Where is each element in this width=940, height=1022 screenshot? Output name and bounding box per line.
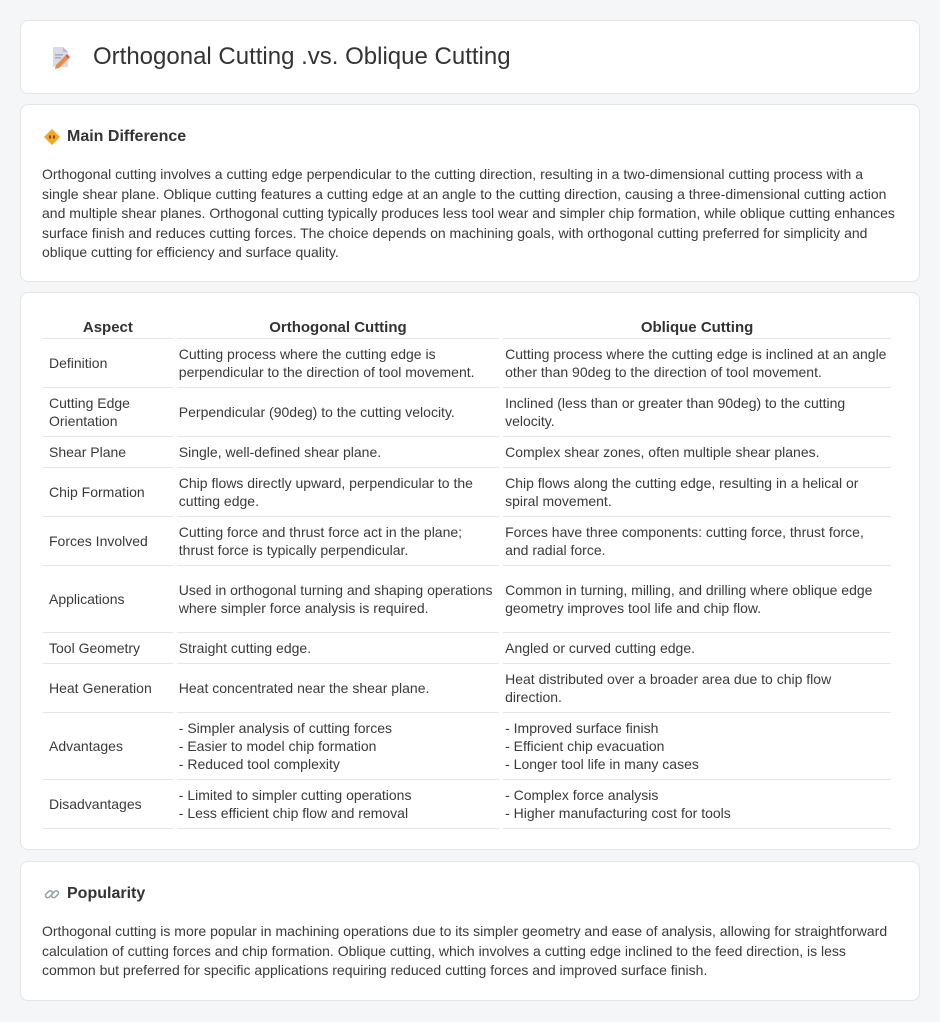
- table-row: [43, 664, 891, 713]
- table-row: [43, 633, 891, 664]
- oblique-cell: Chip flows along the cutting edge, resulting in a helical or spiral movement.: [503, 468, 891, 517]
- main-difference-header: [43, 128, 186, 146]
- oblique-cell: Inclined (less than or greater than 90deg) to the cutting velocity.: [503, 388, 891, 437]
- orthogonal-cell: Cutting force and thrust force act in the plane; thrust force is typically perpendicular.: [177, 517, 499, 566]
- header-orthogonal: Orthogonal Cutting: [177, 315, 499, 339]
- main-difference-title: Main Difference: [67, 128, 187, 145]
- orthogonal-cell: Perpendicular (90deg) to the cutting velocity.: [177, 388, 499, 437]
- aspect-cell: Forces Involved: [43, 517, 173, 566]
- table-row: [43, 388, 891, 437]
- orthogonal-cell: Used in orthogonal turning and shaping operations where simpler force analysis is required.: [177, 566, 499, 633]
- oblique-cell: Angled or curved cutting edge.: [503, 633, 891, 664]
- table-header-row: [43, 315, 891, 339]
- page-title: Orthogonal Cutting .vs. Oblique Cutting: [93, 43, 511, 70]
- diamond-icon: [43, 128, 61, 146]
- comparison-table: [39, 315, 895, 829]
- orthogonal-cell: Heat concentrated near the shear plane.: [177, 664, 499, 713]
- table-row: [43, 517, 891, 566]
- orthogonal-cell: Chip flows directly upward, perpendicular to the cutting edge.: [177, 468, 499, 517]
- table-row: [43, 566, 891, 633]
- popularity-header: [43, 885, 145, 903]
- header-oblique: Oblique Cutting: [503, 315, 891, 339]
- link-icon: [43, 885, 61, 903]
- orthogonal-cell: Cutting process where the cutting edge is perpendicular to the direction of tool movement.: [177, 339, 499, 388]
- orthogonal-cell: Single, well-defined shear plane.: [177, 437, 499, 468]
- oblique-cell: Heat distributed over a broader area due to chip flow direction.: [503, 664, 891, 713]
- oblique-cell: Forces have three components: cutting force, thrust force, and radial force.: [503, 517, 891, 566]
- header-card: [20, 20, 920, 94]
- oblique-cell: - Complex force analysis - Higher manufacturing cost for tools: [503, 780, 891, 829]
- aspect-cell: Advantages: [43, 713, 173, 780]
- table-row: [43, 339, 891, 388]
- edit-document-icon: [47, 44, 73, 70]
- aspect-cell: Applications: [43, 566, 173, 633]
- oblique-cell: Common in turning, milling, and drilling where oblique edge geometry improves tool life and chip flow.: [503, 566, 891, 633]
- header-aspect: Aspect: [43, 315, 173, 339]
- aspect-cell: Cutting Edge Orientation: [43, 388, 173, 437]
- popularity-card: [20, 861, 920, 1001]
- orthogonal-cell: Straight cutting edge.: [177, 633, 499, 664]
- aspect-cell: Disadvantages: [43, 780, 173, 829]
- aspect-cell: Definition: [43, 339, 173, 388]
- aspect-cell: Shear Plane: [43, 437, 173, 468]
- oblique-cell: - Improved surface finish - Efficient chip evacuation - Longer tool life in many cases: [503, 713, 891, 780]
- aspect-cell: Tool Geometry: [43, 633, 173, 664]
- orthogonal-cell: - Limited to simpler cutting operations - Less efficient chip flow and removal: [177, 780, 499, 829]
- table-row: [43, 437, 891, 468]
- oblique-cell: Cutting process where the cutting edge is inclined at an angle other than 90deg to the direction of tool movement.: [503, 339, 891, 388]
- aspect-cell: Heat Generation: [43, 664, 173, 713]
- popularity-text: Orthogonal cutting is more popular in machining operations due to its simpler geometry and ease of analysis, allowing for straightforward calculation of cutting forces and chip formation. Oblique cutting, which involves a cutting edge inclined to the feed direction, is less common but preferred for specific applications requiring reduced cutting forces and improved surface finish.: [42, 923, 888, 979]
- title-row: [47, 43, 511, 71]
- orthogonal-cell: - Simpler analysis of cutting forces - Easier to model chip formation - Reduced tool complexity: [177, 713, 499, 780]
- aspect-cell: Chip Formation: [43, 468, 173, 517]
- comparison-card: [20, 292, 920, 850]
- main-difference-card: [20, 104, 920, 282]
- table-row: [43, 468, 891, 517]
- popularity-title: Popularity: [67, 885, 146, 902]
- table-row: [43, 713, 891, 780]
- oblique-cell: Complex shear zones, often multiple shear planes.: [503, 437, 891, 468]
- table-row: [43, 780, 891, 829]
- main-difference-text: Orthogonal cutting involves a cutting edge perpendicular to the cutting direction, resulting in a two-dimensional cutting process with a single shear plane. Oblique cutting features a cutting edge at an angle to the cutting direction, causing a three-dimensional cutting action and multiple shear planes. Orthogonal cutting typically produces less tool wear and simpler chip formation, while oblique cutting enhances surface finish and reduces cutting forces. The choice depends on machining goals, with orthogonal cutting preferred for simplicity and oblique cutting for efficiency and surface quality.: [42, 166, 895, 261]
